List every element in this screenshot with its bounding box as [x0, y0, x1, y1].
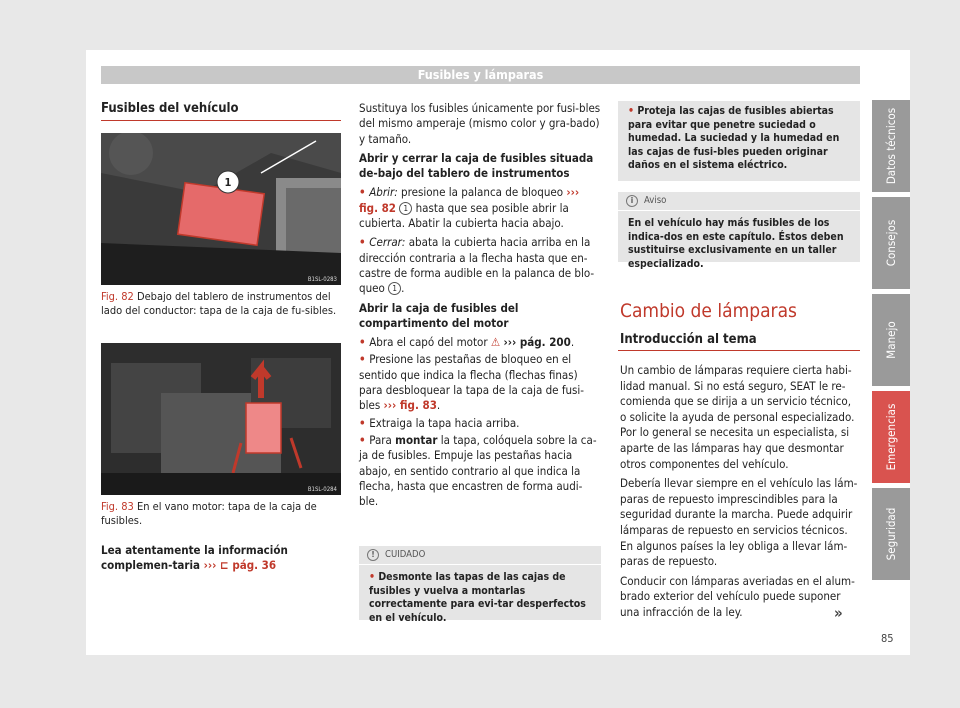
b1-ref[interactable]: ››› pág. 200: [503, 335, 571, 350]
bullet-mount: [359, 433, 601, 509]
tab-datos-tecnicos[interactable]: [872, 100, 910, 192]
open-label: Abrir:: [369, 185, 398, 200]
open-arrows[interactable]: ›››: [566, 185, 580, 200]
caution-icon: !: [367, 549, 379, 561]
figure-82-code: B1SL-0283: [307, 276, 337, 283]
tab-consejos[interactable]: [872, 197, 910, 289]
aviso-header: [618, 192, 860, 211]
caution-label: CUIDADO: [385, 549, 426, 560]
subsection-title: Introducción al tema: [620, 332, 757, 347]
figure-83-code: B1SL-0284: [307, 486, 337, 493]
b2-ref[interactable]: ››› fig. 83: [383, 398, 437, 413]
right-column-text: [620, 363, 860, 625]
tab-label: Seguridad: [884, 507, 898, 561]
aviso-box: [618, 192, 860, 270]
figure-83-caption: [101, 500, 341, 528]
open-num: 1: [399, 202, 412, 215]
figure-82-label: Fig. 82: [101, 290, 134, 303]
header-title: Fusibles y lámparas: [417, 67, 544, 82]
figure-82-text: Debajo del tablero de instrumentos del lado del conductor: tapa de la caja de fu-sibles.: [101, 290, 337, 317]
tab-seguridad[interactable]: [872, 488, 910, 580]
b4-text: la tapa, colóquela sobre la ca-ja de fusibles. Empuje las pestañas hacia abajo, en sentido contrario al que indica la flecha, hasta que encastren de forma audi-ble.: [359, 432, 597, 509]
b2-end: .: [436, 398, 441, 413]
tab-label: Datos técnicos: [884, 107, 898, 185]
caution-header: [359, 546, 601, 565]
b1-text: Abra el capó del motor: [369, 335, 488, 350]
continue-marker: »: [834, 604, 843, 622]
warning-triangle-icon: ⚠: [490, 335, 501, 350]
close-num: 1: [388, 282, 401, 295]
fuse-cover-illustration: [101, 133, 341, 285]
bullet-tabs: [359, 352, 601, 413]
chapter-title: Cambio de lámparas: [620, 300, 797, 322]
b4-pre: Para: [369, 432, 392, 447]
open-text-b: hasta que sea posible abrir la cubierta. Abatir la cubierta hacia abajo.: [359, 200, 569, 231]
caution-box: [359, 546, 601, 624]
middle-column: [359, 101, 601, 513]
section-rule: [101, 120, 341, 121]
close-end: .: [401, 281, 405, 296]
lamp-paragraph-2: Debería llevar siempre en el vehículo las lám-paras de repuesto imprescindibles para la seguridad durante la marcha. Puede adquirir lámparas de repuesto en servicios técnicos. En algunos países la ley obliga a llevar lám-paras de repuesto.: [620, 476, 858, 569]
b4-bold: montar: [395, 432, 438, 447]
info-icon: i: [626, 195, 638, 207]
lamp-paragraph-3: Conducir con lámparas averiadas en el alum-brado exterior del vehículo puede suponer una infracción de la ley.: [620, 573, 855, 619]
open-text-a: presione la palanca de bloqueo: [401, 185, 564, 200]
figure-82-photo: [101, 133, 341, 285]
tab-label: Consejos: [884, 219, 898, 267]
lead-body: Lea atentamente la información complemen-taria: [101, 543, 288, 572]
figure-83-text: En el vano motor: tapa de la caja de fusibles.: [101, 500, 317, 527]
aviso-text: En el vehículo hay más fusibles de los indica-dos en este capítulo. Éstos deben sustituirse exclusivamente en un taller especializado.: [628, 217, 844, 270]
callout-1: 1: [224, 176, 232, 189]
lead-ref[interactable]: pág. 36: [232, 558, 277, 572]
b2-text: Presione las pestañas de bloqueo en el sentido que indica la flecha (flechas finas) para desbloquear la tapa de la caja de fusi-bles: [359, 352, 585, 413]
b3-text: Extraiga la tapa hacia arriba.: [369, 415, 520, 430]
lead-text: [101, 543, 341, 573]
tab-emergencias[interactable]: [872, 391, 910, 483]
aviso-label: Aviso: [644, 195, 667, 206]
lamp-paragraph-1: Un cambio de lámparas requiere cierta habi-lidad manual. Si no está seguro, SEAT le re-comienda que se dirija a un servicio técnico, o solicite la ayuda de personal especializado. Por lo general se necesita un especialista, si aparte de las lámparas hay que desmontar otros componentes del vehículo.: [620, 363, 855, 471]
book-icon: ⊏: [220, 558, 229, 572]
protect-text: • Proteja las cajas de fusibles abiertas para evitar que penetre suciedad o humedad. La suciedad y la humedad en las cajas de fusi-bles pueden originar daños en el sistema eléctrico.: [618, 101, 860, 179]
engine-fusebox-illustration: [101, 343, 341, 495]
subsection-rule: [618, 350, 860, 351]
intro-paragraph: Sustituya los fusibles únicamente por fusi-bles del mismo amperaje (mismo color y gra-bado) y tamaño.: [359, 101, 601, 146]
heading-engine-fusebox: Abrir la caja de fusibles del compartimento del motor: [359, 300, 519, 330]
b1-end: .: [570, 335, 575, 350]
tab-manejo[interactable]: [872, 294, 910, 386]
caution-text: • Desmonte las tapas de las cajas de fusibles y vuelva a montarlas correctamente para evi-tar desperfectos en el vehículo.: [359, 565, 601, 631]
lead-arrows[interactable]: ›››: [203, 558, 217, 572]
bullet-open: [359, 185, 601, 231]
bullet-extract: [359, 416, 601, 431]
close-label: Cerrar:: [369, 235, 406, 250]
heading-dashboard-fusebox: Abrir y cerrar la caja de fusibles situada de-bajo del tablero de instrumentos: [359, 150, 594, 181]
protect-box: [618, 101, 860, 181]
figure-82-caption: [101, 290, 341, 318]
tab-label: Emergencias: [884, 403, 898, 471]
page-number: 85: [881, 632, 894, 645]
figure-83-label: Fig. 83: [101, 500, 134, 513]
figure-83-photo: [101, 343, 341, 495]
section-title: Fusibles del vehículo: [101, 101, 239, 116]
bullet-hood: [359, 335, 601, 350]
tab-label: Manejo: [884, 321, 898, 359]
close-text: abata la cubierta hacia arriba en la dirección contraria a la flecha hasta que en-castre de forma audible en la palanca de blo-queo: [359, 235, 595, 296]
bullet-close: [359, 235, 601, 296]
open-ref[interactable]: fig. 82: [359, 200, 397, 215]
